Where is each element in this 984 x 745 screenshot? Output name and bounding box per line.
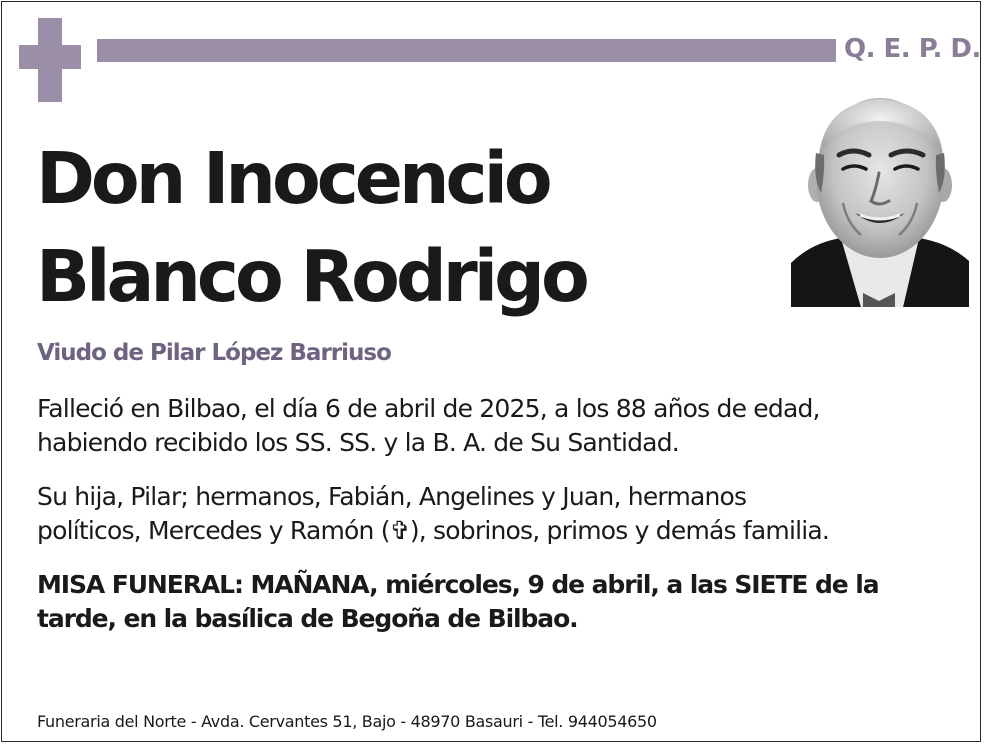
family-line-1: Su hija, Pilar; hermanos, Fabián, Angelines y Juan, hermanos	[37, 482, 747, 511]
family-paragraph	[37, 480, 829, 548]
name-line-1: Don Inocencio	[36, 137, 549, 220]
death-notice-line-2: habiendo recibido los SS. SS. y la B. A. de Su Santidad.	[37, 428, 679, 457]
name-line-2: Blanco Rodrigo	[36, 235, 586, 318]
portrait-photo	[791, 93, 969, 307]
funeral-line-1: MISA FUNERAL: MAÑANA, miércoles, 9 de abril, a las SIETE de la	[37, 570, 879, 599]
death-notice-line-1: Falleció en Bilbao, el día 6 de abril de 2025, a los 88 años de edad,	[37, 394, 820, 423]
header-bar	[97, 39, 836, 62]
funeral-home-footer: Funeraria del Norte - Avda. Cervantes 51, Bajo - 48970 Basauri - Tel. 944054650	[37, 712, 657, 731]
family-line-2: políticos, Mercedes y Ramón (✞), sobrinos, primos y demás familia.	[37, 516, 830, 545]
deceased-name	[36, 130, 586, 326]
funeral-mass-paragraph	[37, 568, 878, 636]
widow-of-line: Viudo de Pilar López Barriuso	[37, 340, 391, 366]
cross-icon	[19, 18, 81, 102]
funeral-line-2: tarde, en la basílica de Begoña de Bilbao.	[37, 604, 578, 633]
qepd-label: Q. E. P. D.	[844, 34, 981, 64]
death-notice-paragraph	[37, 392, 820, 460]
